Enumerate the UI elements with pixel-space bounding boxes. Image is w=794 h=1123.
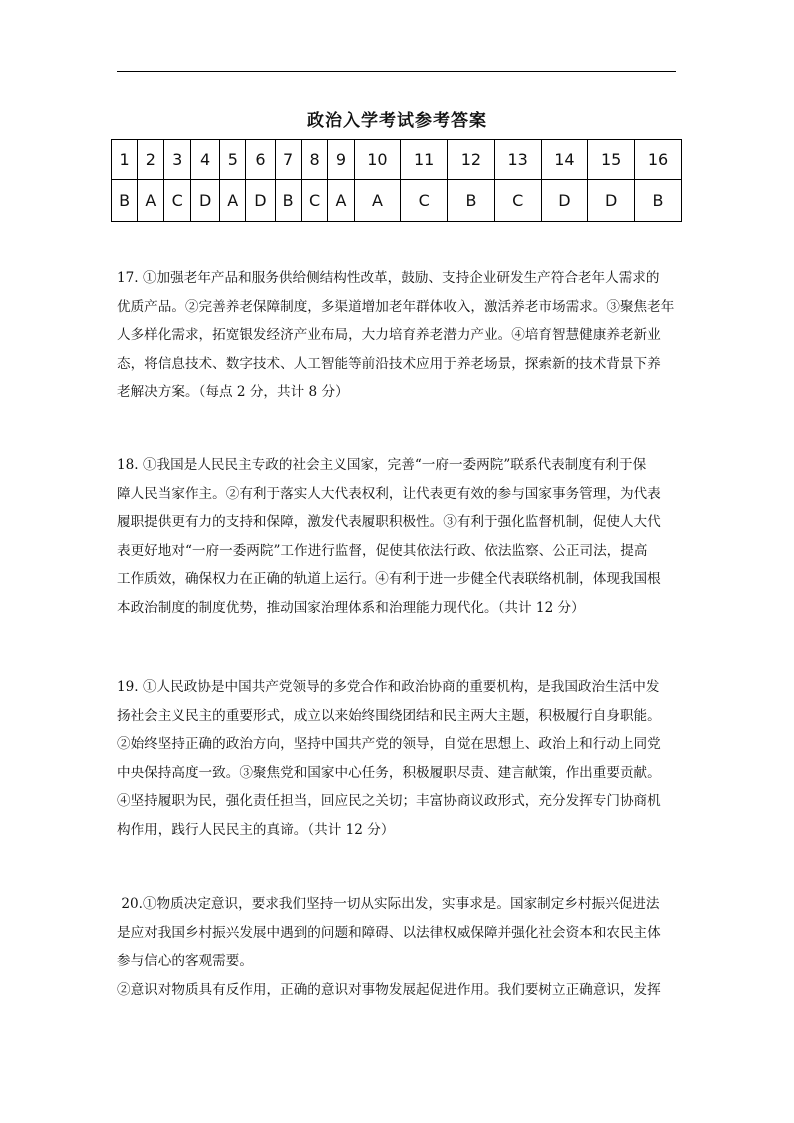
answer-cell: C bbox=[301, 180, 328, 222]
question-number-cell: 2 bbox=[138, 140, 164, 180]
answer-line: 是应对我国乡村振兴发展中遇到的问题和障碍、以法律权威保障并强化社会资本和农民主体 bbox=[117, 924, 661, 941]
answer-line: 中央保持高度一致。③聚焦党和国家中心任务，积极履职尽责、建言献策，作出重要贡献。 bbox=[117, 764, 661, 781]
answer-line: 态，将信息技术、数字技术、人工智能等前沿技术应用于养老场景，探索新的技术背景下养 bbox=[117, 355, 661, 372]
question-number-cell: 12 bbox=[448, 140, 495, 180]
answer-cell: A bbox=[354, 180, 401, 222]
answer-line: 工作质效，确保权力在正确的轨道上运行。④有利于进一步健全代表联络机制，体现我国根 bbox=[117, 571, 661, 587]
answer-line: 20.①物质决定意识，要求我们坚持一切从实际出发，实事求是。国家制定乡村振兴促进法 bbox=[117, 896, 660, 912]
page-title: 政治入学考试参考答案 bbox=[307, 111, 487, 131]
question-number-cell: 14 bbox=[541, 140, 588, 180]
answer-18 bbox=[117, 451, 683, 622]
question-number-cell: 7 bbox=[275, 140, 301, 180]
question-number-cell: 13 bbox=[494, 140, 541, 180]
question-number-cell: 16 bbox=[635, 140, 682, 180]
answer-line: 老解决方案。（每点 2 分，共计 8 分） bbox=[117, 384, 349, 400]
answer-cell: C bbox=[494, 180, 541, 222]
answer-line: 参与信心的客观需要。 bbox=[117, 953, 253, 969]
answer-cell: B bbox=[112, 180, 138, 222]
answer-table bbox=[111, 139, 682, 222]
answer-line: 17. ①加强老年产品和服务供给侧结构性改革，鼓励、支持企业研发生产符合老年人需求的 bbox=[117, 270, 660, 286]
answer-cell: B bbox=[635, 180, 682, 222]
answer-line: 障人民当家作主。②有利于落实人大代表权利，让代表更有效的参与国家事务管理，为代表 bbox=[117, 485, 661, 502]
answer-line: ②始终坚持正确的政治方向，坚持中国共产党的领导，自觉在思想上、政治上和行动上同党 bbox=[117, 736, 661, 752]
answer-cell: A bbox=[328, 180, 354, 222]
question-number-cell: 4 bbox=[191, 140, 220, 180]
answer-cell: C bbox=[164, 180, 191, 222]
question-number-cell: 1 bbox=[112, 140, 138, 180]
answer-cell: D bbox=[246, 180, 275, 222]
answer-cell: D bbox=[191, 180, 220, 222]
question-number-cell: 6 bbox=[246, 140, 275, 180]
answer-line: 18. ①我国是人民民主专政的社会主义国家，完善“一府一委两院”联系代表制度有利于保 bbox=[117, 457, 647, 473]
answer-line: 表更好地对“一府一委两院”工作进行监督，促使其依法行政、依法监察、公正司法，提高 bbox=[117, 542, 648, 559]
answer-cell: A bbox=[220, 180, 246, 222]
question-number-cell: 3 bbox=[164, 140, 191, 180]
question-number-cell: 5 bbox=[220, 140, 246, 180]
answer-line: 扬社会主义民主的重要形式，成立以来始终围绕团结和民主两大主题，积极履行自身职能。 bbox=[117, 707, 661, 724]
answer-line: 人多样化需求，拓宽银发经济产业布局，大力培育养老潜力产业。④培育智慧健康养老新业 bbox=[117, 327, 661, 343]
answer-cell: B bbox=[448, 180, 495, 222]
answer-20 bbox=[117, 890, 683, 1004]
answer-line: 履职提供更有力的支持和保障，激发代表履职积极性。③有利于强化监督机制，促使人大代 bbox=[117, 514, 661, 530]
answer-line: 构作用，践行人民民主的真谛。（共计 12 分） bbox=[117, 821, 395, 838]
answer-cell: B bbox=[275, 180, 301, 222]
answer-line: 本政治制度的制度优势，推动国家治理体系和治理能力现代化。（共计 12 分） bbox=[117, 599, 585, 616]
question-number-cell: 8 bbox=[301, 140, 328, 180]
question-number-row bbox=[112, 140, 682, 180]
answer-line: ②意识对物质具有反作用，正确的意识对事物发展起促进作用。我们要树立正确意识，发挥 bbox=[117, 981, 661, 998]
answer-cell: D bbox=[541, 180, 588, 222]
answer-row bbox=[112, 180, 682, 222]
answer-line: 19. ①人民政协是中国共产党领导的多党合作和政治协商的重要机构，是我国政治生活中发 bbox=[117, 679, 660, 695]
question-number-cell: 9 bbox=[328, 140, 354, 180]
answer-cell: A bbox=[138, 180, 164, 222]
question-number-cell: 10 bbox=[354, 140, 401, 180]
answer-17 bbox=[117, 264, 683, 407]
answer-cell: D bbox=[588, 180, 635, 222]
answer-cell: C bbox=[401, 180, 448, 222]
answer-line: 优质产品。②完善养老保障制度，多渠道增加老年群体收入，激活养老市场需求。③聚焦老年 bbox=[117, 298, 675, 315]
answer-line: ④坚持履职为民，强化责任担当，回应民之关切；丰富协商议政形式，充分发挥专门协商机 bbox=[117, 793, 661, 809]
question-number-cell: 11 bbox=[401, 140, 448, 180]
question-number-cell: 15 bbox=[588, 140, 635, 180]
answer-19 bbox=[117, 673, 683, 844]
header-rule bbox=[117, 71, 676, 72]
